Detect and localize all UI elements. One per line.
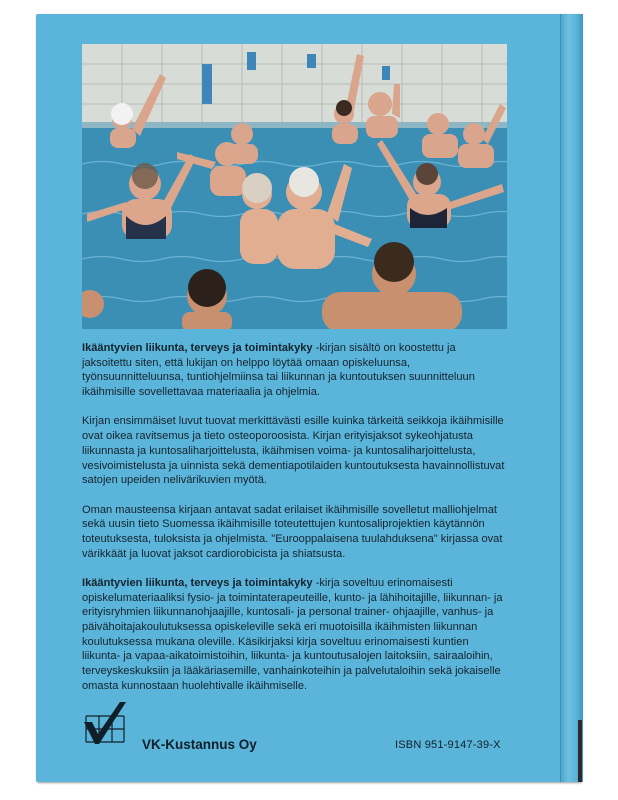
book-title-inline: Ikääntyvien liikunta, terveys ja toimintakyky bbox=[82, 576, 313, 589]
blurb-paragraph-1 bbox=[82, 341, 506, 400]
blurb-paragraph-3: Oman mausteensa kirjaan antavat sadat erilaiset ikäihmisille sovelletut malliohjelmat sekä uusin tieto Suomessa ikäihmisille toteutettujen kuntosaliprojektien käytännön toteutuksesta, tuloksista ja ohjelmista. "Eurooppalaisena tuulahduksena" kirjassa ovat värikkäät ja luovat jaksot cardiorobicista ja shiatsusta. bbox=[82, 503, 503, 560]
book-spine bbox=[560, 14, 583, 782]
cover-photo-pool-exercise bbox=[82, 44, 507, 329]
publisher-name: VK-Kustannus Oy bbox=[142, 737, 257, 752]
blurb-paragraph-2: Kirjan ensimmäiset luvut tuovat merkittävästi esille kuinka tärkeitä seikkoja ikäihmisille ovat oikea ravitsemus ja tieto osteoporoosista. Kirjan erityisjaksot sykeohjatusta liikunnasta ja kuntosaliharjoittelusta, ikäihmisen voima- ja kuntosaliharjoittelusta, vesivoimistelusta ja uinnista sekä dementiapotilaiden kuntoutuksesta havainnollistuvat satojen upeiden nelivärikuvien myötä. bbox=[82, 415, 505, 487]
spine-shadow bbox=[578, 720, 582, 782]
paragraph-text: -kirja soveltuu erinomaisesti opiskelumateriaaliksi fysio- ja toimintaterapeuteille, kunto- ja lähihoitajille, liikunnan- ja erityisryhmien liikunnanohjaajille, kuntosali- ja personal trainer- ohjaajille, vanhus- ja päivähoitajakoulutuksessa opiskeleville sekä eri muotoisilla ikäihmisten liikunnan koulutuksessa mukana oleville. Käsikirjaksi kirja soveltuu erinomaisesti kuntien liikunta- ja vapaa-aikatoimistoihin, liikunta- ja kuntoutusalojen laitoksiin, sairaaloihin, terveyskeskuksiin ja lääkäriasemille, vanhainkoteihin ja palvelutaloihin sekä jokaiselle omasta kunnostaan huolehtivalle ikäihmiselle. bbox=[82, 576, 503, 692]
isbn-number: ISBN 951-9147-39-X bbox=[395, 739, 501, 751]
cover-blurb bbox=[82, 341, 506, 708]
publisher-logo bbox=[84, 702, 126, 744]
book-title-inline: Ikääntyvien liikunta, terveys ja toimintakyky bbox=[82, 342, 313, 354]
blurb-paragraph-4 bbox=[82, 576, 506, 694]
paragraph-text: -kirjan sisältö on koostettu ja jaksoitettu siten, että lukijan on helppo löytää omaan opiskeluunsa, työnsuunnitteluunsa, tuntiohjelmiinsa tai liikunnan ja kuntoutuksen suunnitteluun ikäihmisille sovellettavaa materiaalia ja ohjelmia. bbox=[82, 342, 475, 399]
